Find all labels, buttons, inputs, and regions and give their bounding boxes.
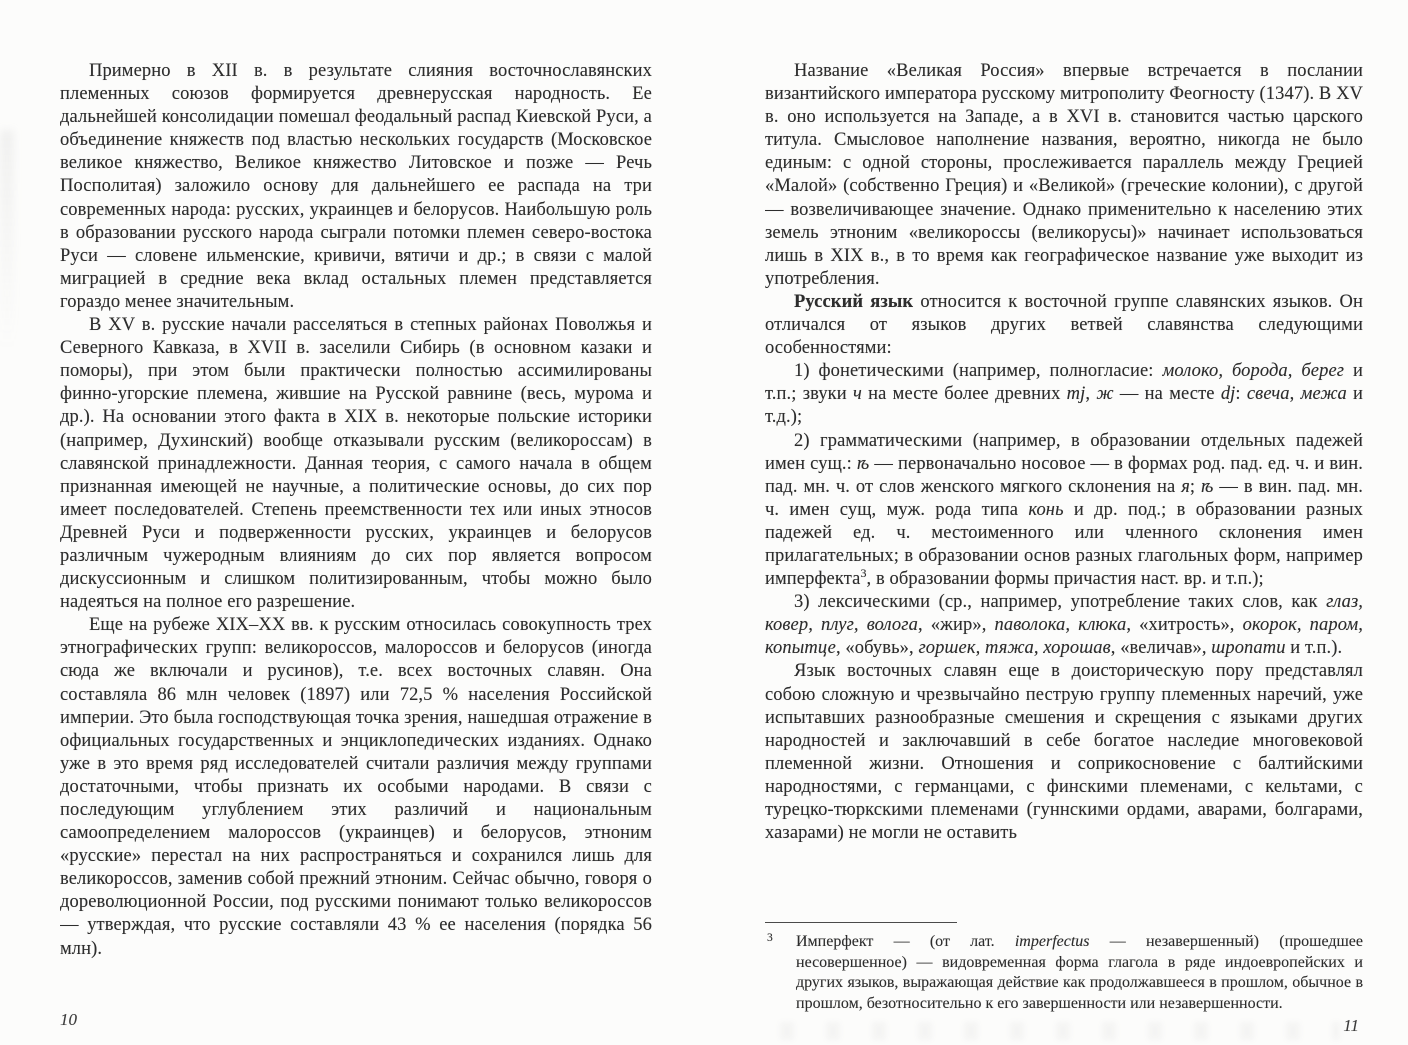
- paragraph: Язык восточных славян еще в доисторическую пору представлял собою сложную и чрезвычайно пеструю группу племенных наречий, уже испытавших разнообразные смешения и скрещения с языками других народностей и заключавший в себе богатое наследие многовековой племенной жизни. Отношения и соприкосновение с балтийскими народностями, с германцами, с финскими племенами, с кельтами, с турецко-тюркскими племенами (гуннскими ордами, аварами, болгарами, хазарами) не могли не оставить: [765, 661, 1363, 844]
- paragraph: 1) фонетическими (например, полногласие: молоко, борода, берег и т.п.; звуки ч на месте более древних тj, ж — на месте dj: свеча, межа и т.д.);: [765, 361, 1363, 428]
- footnote: [765, 922, 1363, 1014]
- paragraph: В XV в. русские начали расселяться в степных районах Поволжья и Северного Кавказа, в XVII в. заселили Сибирь (в основном казаки и поморы), при этом были практически полностью ассимилированы финно-угорские племена, жившие на Русской равнине (весь, мурома и др.). На основании этого факта в XIX в. некоторые польские историки (например, Духинский) вообще отказывали русским (великороссам) в славянской принадлежности. Данная теория, с самого начала в общем признанная имеющей не научные, а политические основы, до сих пор имеет последователей. Степень преемственности тех или иных этносов Древней Руси и подверженности русских, украинцев и белорусов различным чужеродным влияниям до сих пор является вопросом дискуссионным и слишком политизированным, чтобы можно было надеяться на полное его разрешение.: [60, 315, 652, 613]
- footnote-content: Имперфект — (от лат. imperfectus — незавершенный) (прошедшее несовершенное) — видовременная форма глагола в ряде индоевропейских и других языков, выражающая действие как продолжавшееся в прошлом, обычное в прошлом, безотносительно к его завершенности или незавершенности.: [796, 933, 1364, 1012]
- paragraph: 2) грамматическими (например, в образовании отдельных падежей имен сущ.: ѣ — первоначально носовое — в формах род. пад. ед. ч. и вин. пад. мн. ч. от слов женского мягкого склонения на я; ѣ — в вин. пад. мн. ч. имен сущ, муж. рода типа конь и др. под.; в образовании разных падежей ед. ч. местоименного или членного склонения имен прилагательных; в образовании основ разных глагольных форм, например имперфекта$^3$, в образовании формы причастия наст. вр. и т.п.);: [765, 430, 1363, 590]
- page-right-text: [765, 60, 1363, 845]
- paragraph: Русский язык относится к восточной группе славянских языков. Он отличался от языков других ветвей славянства следующими особенностями:: [765, 291, 1363, 359]
- footnote-separator: [765, 922, 957, 923]
- paragraph: 3) лексическими (ср., например, употребление таких слов, как глаз, ковер, плуг, волога, «жир», паволока, клюка, «хитрость», окорок, паром, копытце, «обувь», горшек, тяжа, хорошав, «величав», шропати и т.п.).: [765, 592, 1363, 659]
- page-right: [704, 0, 1408, 1045]
- paragraph: Примерно в XII в. в результате слияния восточнославянских племенных союзов формируется древнерусская народность. Ее дальнейшей консолидации помешал феодальный распад Киевской Руси, а объединение княжеств под властью нескольких государств (Московское великое княжество, Великое княжество Литовское и позже — Речь Посполитая) заложило основу для дальнейшего ее распада на три современных народа: русских, украинцев и белорусов. Наибольшую роль в образовании русского народа сыграли потомки племен северо-востока Руси — словене ильменские, кривичи, вятичи и др.; в связи с малой миграцией в средние века вклад остальных племен представляется гораздо менее значительным.: [60, 61, 652, 312]
- page-number-left: 10: [60, 1010, 77, 1029]
- page-number-right: 11: [1343, 1016, 1359, 1035]
- footnote-marker: 3: [767, 932, 773, 944]
- page-left-text: [60, 60, 652, 961]
- paragraph: Название «Великая Россия» впервые встречается в послании византийского императора русскому митрополиту Феогносту (1347). В XV в. оно используется на Западе, а в XVI в. становится частью царского титула. Смысловое наполнение названия, вероятно, никогда не было единым: с одной стороны, прослеживается параллель между Грецией «Малой» (собственно Греция) и «Великой» (греческие колонии), с другой — возвеличивающее значение. Однако применительно к населению этих земель этноним «великороссы (великорусы)» начинает использоваться лишь в XIX в., в то время как географическое название уже выходит из употребления.: [765, 61, 1363, 289]
- paragraph: Еще на рубеже XIX–XX вв. к русским относилась совокупность трех этнографических групп: великороссов, малороссов и белорусов (иногда сюда же включали и русинов), т.е. всех восточных славян. Она составляла 86 млн человек (1897) или 72,5 % населения Российской империи. Это была господствующая точка зрения, нашедшая отражение в официальных государственных и энциклопедических изданиях. Однако уже в это время ряд исследователей считали различия между группами достаточными, чтобы признать их особыми народами. В связи с последующим углублением этих различий и национальным самоопределением малороссов (украинцев) и белорусов, этноним «русские» перестал на них распространяться и сохранился лишь для великороссов, заменив собой прежний этноним. Сейчас обычно, говоря о дореволюционной России, под русскими понимают только великороссов — утверждая, что русские составляли 43 % ее населения (порядка 56 млн).: [60, 615, 652, 959]
- footnote-text: [765, 932, 1363, 1014]
